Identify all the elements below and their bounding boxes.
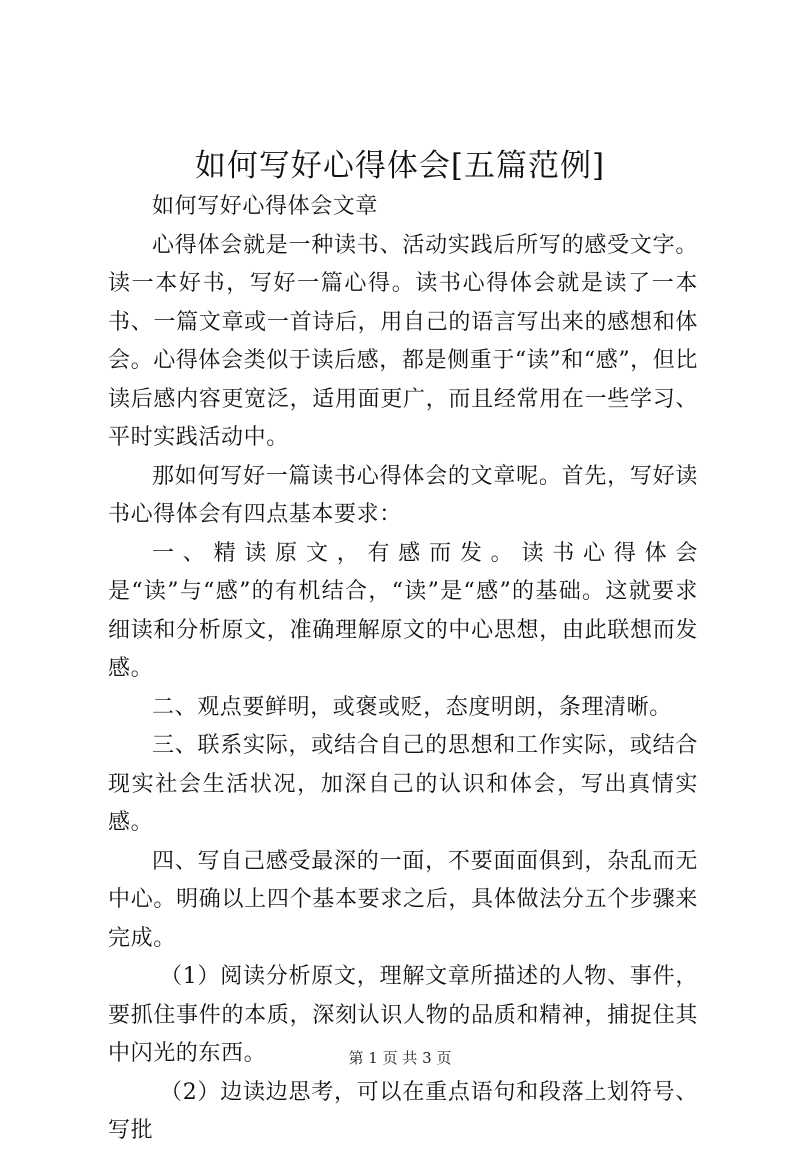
paragraph-step-2: （2）边读边思考，可以在重点语句和段落上划符号、写批 [108, 1079, 698, 1143]
paragraph-step-1: （1）阅读分析原文，理解文章所描述的人物、事件，要抓住事件的本质，深刻认识人物的品质和精神，捕捉住其中闪光的东西。 [108, 964, 698, 1066]
subtitle: 如何写好心得体会文章 [152, 194, 379, 219]
paragraph-intro: 心得体会就是一种读书、活动实践后所写的感受文字。读一本好书，写好一篇心得。读书心得体会就是读了一本书、一篇文章或一首诗后，用自己的语言写出来的感想和体会。心得体会类似于读后感，都是侧重于“读”和“感”，但比读后感内容更宽泛，适用面更广，而且经常用在一些学习、平时实践活动中。 [108, 232, 698, 450]
paragraph-point-2: 二、观点要鲜明，或褒或贬，态度明朗，条理清晰。 [152, 694, 672, 720]
paragraph-point-1: 一、精读原文，有感而发。读书心得体会是“读”与“感”的有机结合，“读”是“感”的基础。这就要求细读和分析原文，准确理解原文的中心思想，由此联想而发感。 [108, 540, 698, 681]
document-title: 如何写好心得体会[五篇范例] [194, 148, 606, 184]
paragraph-point-4: 四、写自己感受最深的一面，不要面面俱到，杂乱而无中心。明确以上四个基本要求之后，具体做法分五个步骤来完成。 [108, 848, 698, 951]
paragraph-requirements: 那如何写好一篇读书心得体会的文章呢。首先，写好读书心得体会有四点基本要求： [108, 463, 698, 527]
document-body [108, 188, 698, 1151]
page-footer: 第 1 页 共 3 页 [348, 1049, 452, 1067]
paragraph-point-3: 三、联系实际，或结合自己的思想和工作实际，或结合现实社会生活状况，加深自己的认识和体会，写出真情实感。 [108, 733, 698, 835]
